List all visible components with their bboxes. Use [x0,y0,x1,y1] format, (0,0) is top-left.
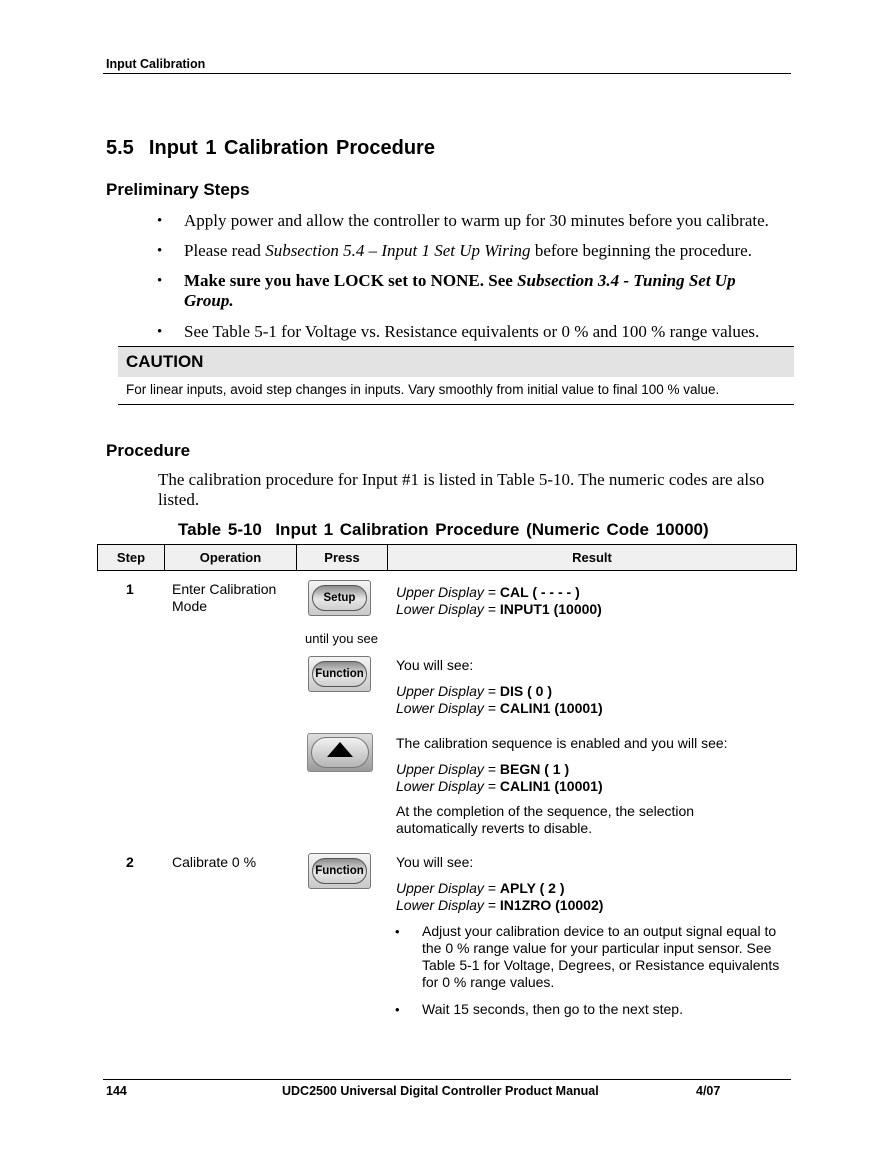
you-will-see: You will see: [396,657,474,673]
result-lower-display: Lower Display = IN1ZRO (10002) [396,897,604,913]
footer-title: UDC2500 Universal Digital Controller Product Manual [282,1084,599,1098]
procedure-heading: Procedure [106,441,191,460]
result-lower-display: Lower Display = CALIN1 (10001) [396,700,603,716]
step-number: 2 [126,854,134,870]
table-header [97,544,797,571]
setup-key-icon [308,580,371,616]
list-item: • Wait 15 seconds, then go to the next step. [395,1001,683,1017]
column-header-step: Step [116,550,146,565]
until-you-see: until you see [305,631,378,646]
step-operation: Calibrate 0 % [172,854,257,870]
function-key-icon [308,656,371,692]
column-header-operation: Operation [199,550,262,565]
caution-heading: CAUTION [126,352,204,371]
function-key-label: Function [312,661,367,687]
bullet-icon: • [395,924,400,939]
preliminary-heading: Preliminary Steps [106,180,250,199]
list-item: • Adjust your calibration device to an output signal equal to the 0 % range value for your particular input sensor. See Table 5-1 for Voltage, Degrees, or Resistance equivalents for 0 % range values. [395,923,780,990]
up-arrow-icon [327,742,353,757]
bullet-icon: • [395,1002,400,1017]
column-header-press: Press [324,550,360,565]
bullet-read-subsection: • Please read Subsection 5.4 – Input 1 Set Up Wiring before beginning the procedure. [157,241,752,260]
result-lower-display: Lower Display = INPUT1 (10000) [396,601,602,617]
result-upper-display: Upper Display = DIS ( 0 ) [396,683,553,699]
subsection-reference: Subsection 3.4 - Tuning Set Up [517,271,736,290]
bullet-icon: • [157,324,163,340]
bullet-table-5-1: • See Table 5-1 for Voltage vs. Resistance equivalents or 0 % and 100 % range values. [157,322,760,341]
result-lower-display: Lower Display = CALIN1 (10001) [396,778,603,794]
step-number: 1 [126,581,134,597]
calibration-enabled-text: The calibration sequence is enabled and you will see: [396,735,728,751]
setup-key-label: Setup [312,585,367,611]
header-rule [103,73,791,74]
table-caption: Table 5-10 Input 1 Calibration Procedure (Numeric Code 10000) [178,520,709,539]
bullet-icon: • [157,273,163,289]
caution-text: For linear inputs, avoid step changes in inputs. Vary smoothly from initial value to final 100 % value. [126,382,720,397]
function-key-label: Function [312,858,367,884]
up-arrow-key-icon [307,733,373,772]
procedure-intro: The calibration procedure for Input #1 is listed in Table 5-10. The numeric codes are also listed. [158,470,765,509]
bullet-warm-up: • Apply power and allow the controller to warm up for 30 minutes before you calibrate. [157,211,769,230]
you-will-see: You will see: [396,854,474,870]
footer-date: 4/07 [696,1084,721,1098]
page-number: 144 [106,1084,127,1098]
function-key-icon [308,853,371,889]
bullet-icon: • [157,213,163,229]
running-header: Input Calibration [106,57,206,71]
section-title: 5.5 Input 1 Calibration Procedure [106,137,435,159]
bullet-icon: • [157,243,163,259]
caution-band [118,347,794,377]
caution-bottom-rule [118,404,794,405]
footer-rule [103,1079,791,1080]
result-upper-display: Upper Display = CAL ( - - - - ) [396,584,580,600]
bullet-lock-none: • Make sure you have LOCK set to NONE. See Subsection 3.4 - Tuning Set Up Group. [157,271,736,310]
subsection-reference: Subsection 5.4 – Input 1 Set Up Wiring [265,241,531,260]
completion-note: At the completion of the sequence, the selection automatically reverts to disable. [396,803,695,836]
column-header-result: Result [572,550,612,565]
result-upper-display: Upper Display = APLY ( 2 ) [396,880,565,896]
result-upper-display: Upper Display = BEGN ( 1 ) [396,761,570,777]
step-operation: Enter Calibration Mode [172,581,277,614]
